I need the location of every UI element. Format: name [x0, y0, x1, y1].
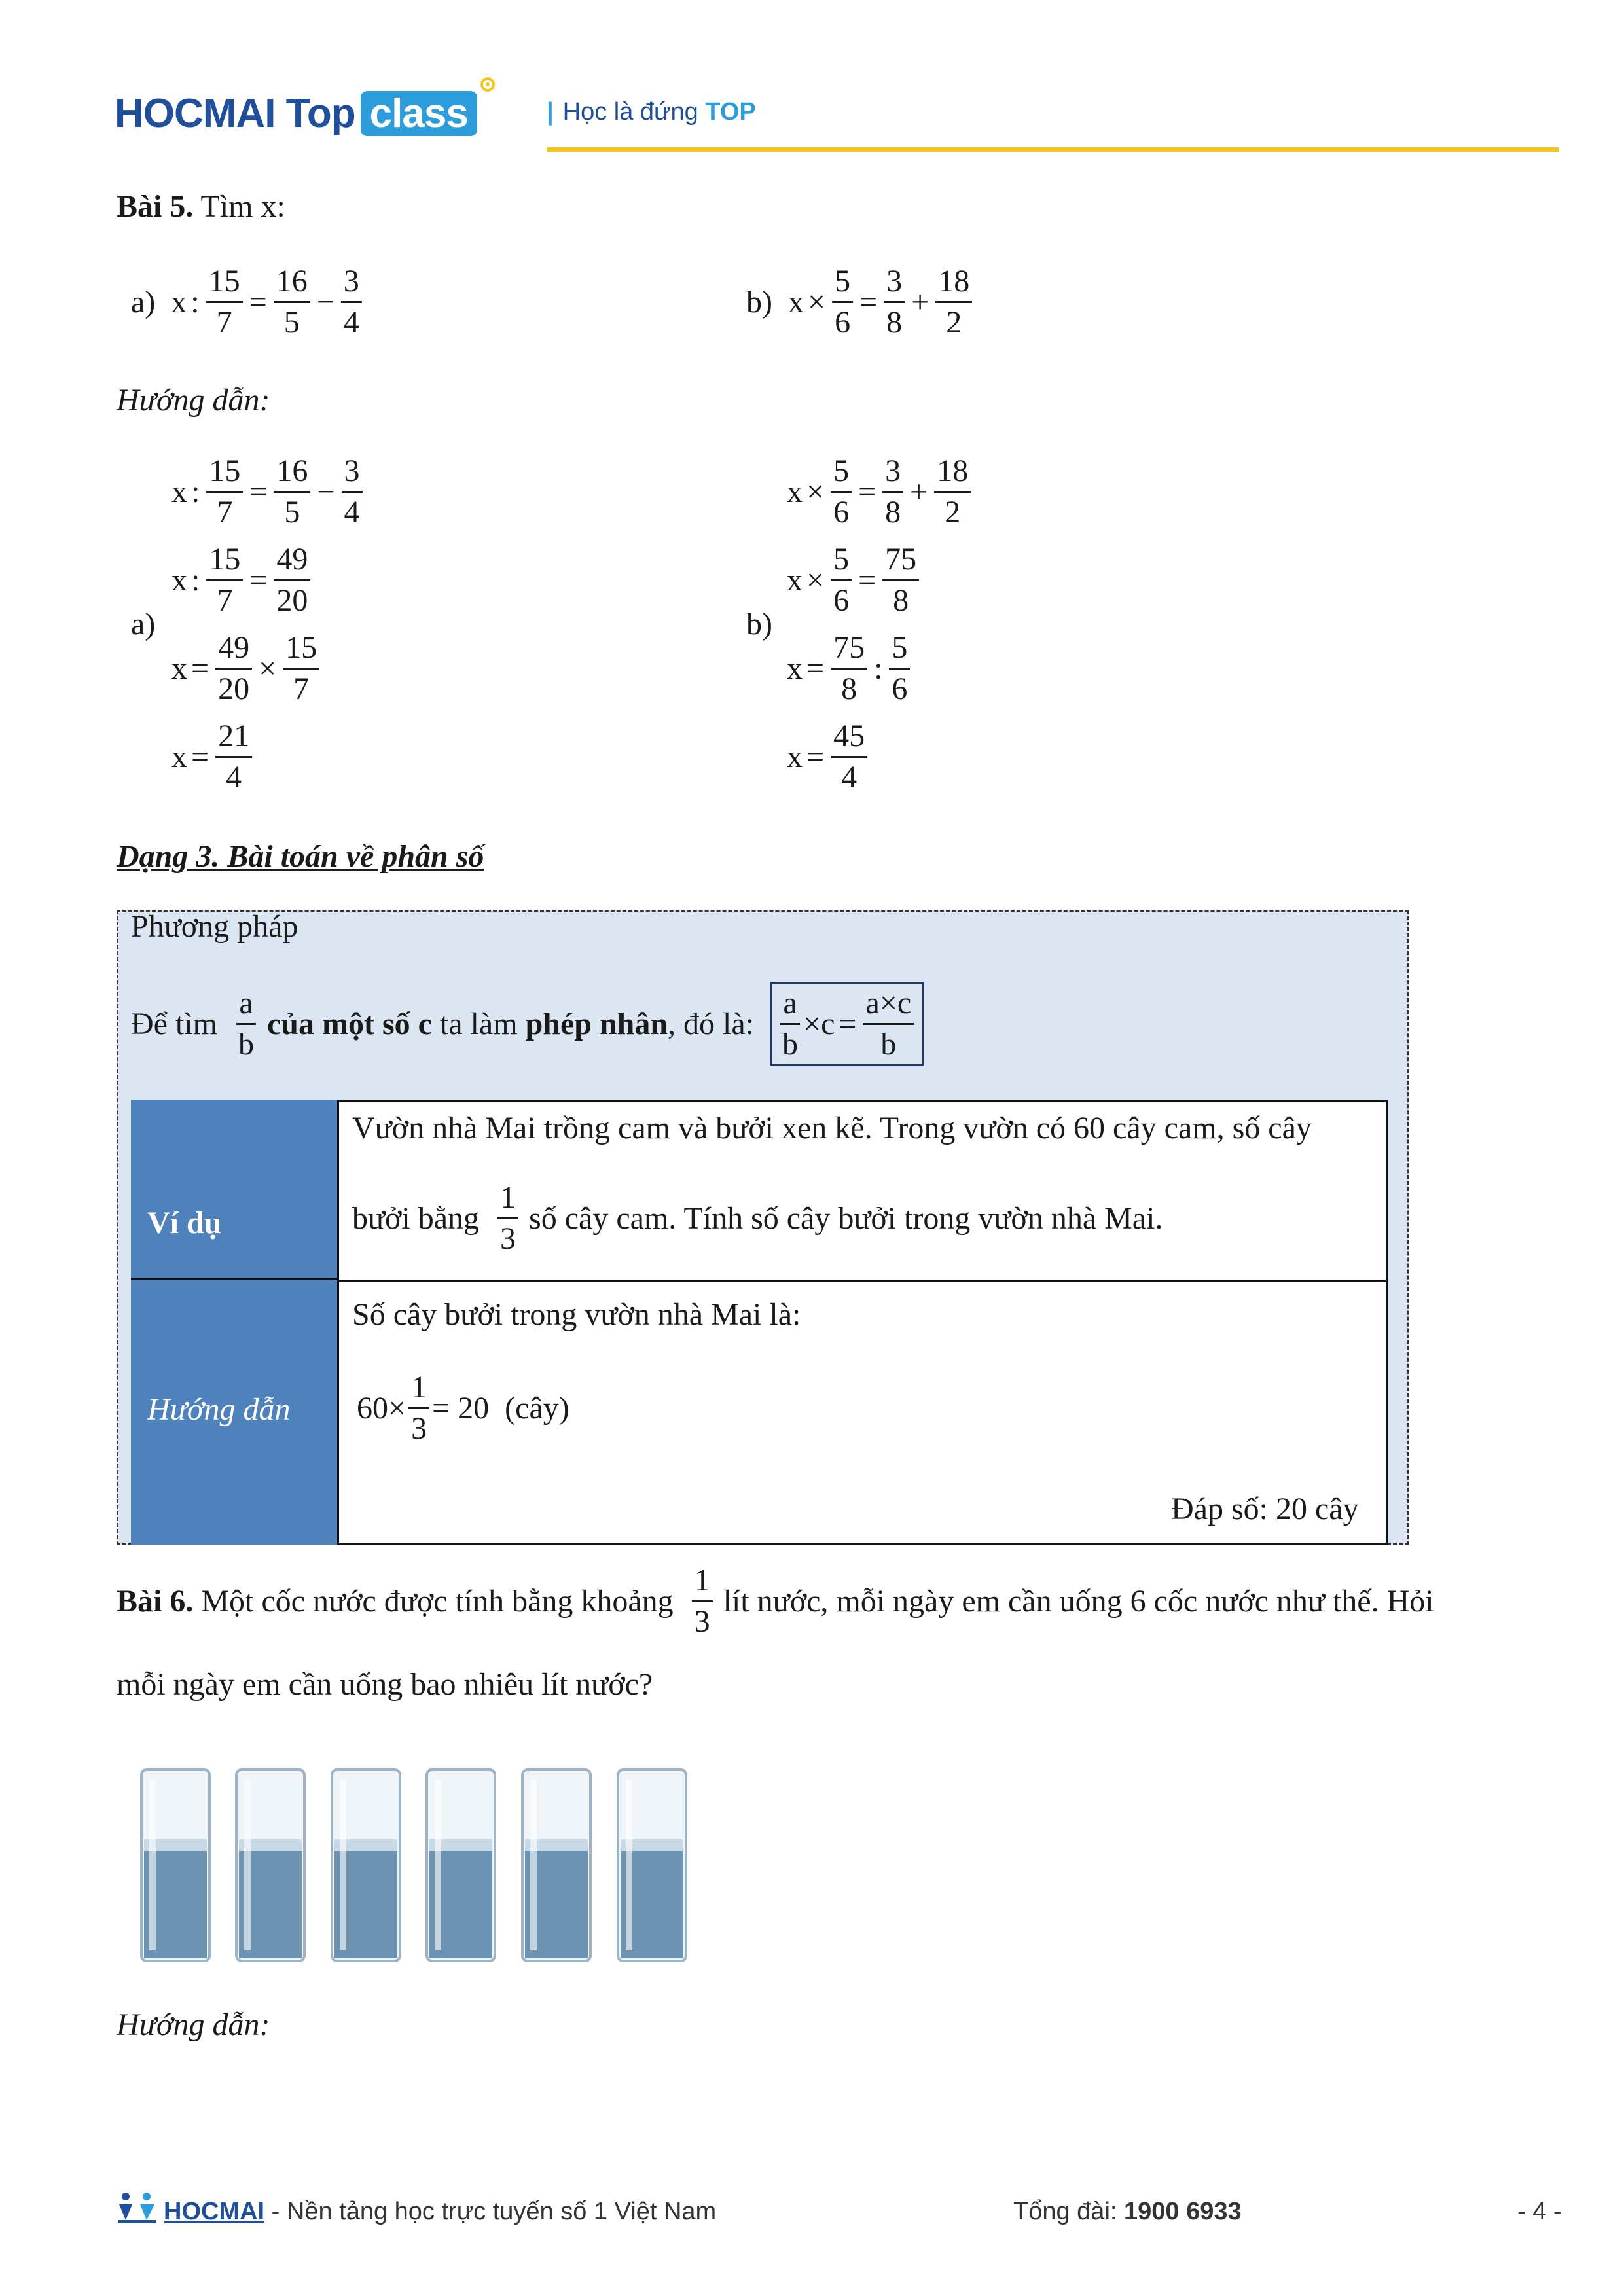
method-label: Phương pháp: [131, 909, 298, 944]
fraction: [341, 262, 362, 342]
fraction: [408, 1368, 429, 1448]
fraction: [274, 540, 310, 620]
hotline-label: Tổng đài:: [1013, 2198, 1124, 2225]
fraction: [283, 628, 319, 709]
page-number: - 4 -: [1517, 2198, 1562, 2225]
var-x: x: [787, 651, 803, 686]
op-eq: =: [249, 475, 268, 509]
numerator: a: [236, 984, 255, 1025]
dang3-title: Dạng 3. Bài toán về phân số: [117, 839, 484, 874]
table-row-divider: [339, 1280, 1388, 1282]
op-eq: =: [191, 651, 209, 686]
sol-a-step1: [171, 452, 365, 532]
fraction: [342, 452, 363, 532]
denominator: 5: [283, 305, 300, 340]
rule-text-bold1: của một số c: [266, 1007, 432, 1041]
water-glass-icon: [234, 1767, 307, 1964]
denominator: 20: [218, 672, 250, 706]
example-line2-pre: bưởi bằng: [352, 1201, 480, 1236]
op-eq: =: [839, 1007, 857, 1041]
denominator: 6: [892, 672, 908, 706]
sol-b-step1: [787, 452, 973, 532]
denominator: 8: [893, 583, 909, 618]
denominator: 5: [284, 495, 300, 529]
var-x: x: [787, 285, 804, 319]
numerator: 15: [206, 452, 243, 493]
op-times: ×: [807, 285, 826, 319]
var-x: x: [171, 475, 187, 509]
label-a: a): [131, 285, 156, 319]
var-x: x: [171, 740, 187, 774]
footer-hotline: [1013, 2198, 1242, 2226]
example-line2-post: số cây cam. Tính số cây bưởi trong vườn nhà Mai.: [529, 1201, 1163, 1236]
guide-label: Hướng dẫn: [147, 1392, 291, 1427]
numerator: 75: [882, 540, 919, 581]
formula-box: [770, 982, 924, 1066]
numerator: 5: [889, 628, 910, 670]
op-minus: −: [317, 475, 335, 509]
denominator: 2: [945, 495, 961, 529]
water-glass-icon: [139, 1767, 212, 1964]
rule-text-post: , đó là:: [668, 1007, 755, 1041]
var-x: x: [787, 563, 803, 598]
numerator: 1: [692, 1561, 713, 1602]
bai5-guide-heading: Hướng dẫn:: [117, 383, 270, 418]
example-line2: [352, 1178, 1163, 1259]
fraction: [206, 452, 243, 532]
var-x: x: [171, 651, 187, 686]
numerator: 15: [206, 540, 243, 581]
water-glass-icon: [424, 1767, 497, 1964]
op-eq: =: [806, 651, 825, 686]
denominator: 4: [226, 760, 242, 795]
denominator: b: [880, 1027, 897, 1062]
brand-class: class: [361, 91, 477, 136]
denominator: 20: [276, 583, 308, 618]
bai6-line2: mỗi ngày em cần uống bao nhiêu lít nước?: [117, 1667, 653, 1702]
op-eq: =: [191, 740, 209, 774]
numerator: 49: [215, 628, 252, 670]
op-colon: :: [874, 651, 883, 686]
fraction: [497, 1178, 518, 1259]
bai6-label: Bài 6.: [117, 1584, 194, 1619]
numerator: 3: [342, 452, 363, 493]
hotline-number: 1900 6933: [1124, 2198, 1242, 2225]
sol-b-step2: [787, 540, 922, 620]
formula-times-c: ×c: [803, 1007, 835, 1041]
op-eq: =: [249, 563, 268, 598]
fraction: [831, 452, 852, 532]
numerator: 16: [274, 452, 310, 493]
slogan: | Học là đứng TOP: [547, 98, 756, 126]
bai5-title: Tìm x:: [200, 189, 285, 224]
fraction: [863, 984, 914, 1064]
fraction: [206, 540, 243, 620]
water-glass-icon: [615, 1767, 689, 1964]
method-rule: [131, 982, 924, 1066]
brand-main: HOCMAI Top: [115, 91, 355, 136]
fraction: [935, 262, 972, 342]
water-glass-icon: [520, 1767, 593, 1964]
example-label: Ví dụ: [147, 1206, 222, 1240]
denominator: 7: [216, 305, 232, 340]
fraction: [831, 628, 867, 709]
numerator: 18: [934, 452, 971, 493]
sol-a-step3: [171, 628, 322, 709]
rule-text-pre: Để tìm: [131, 1007, 217, 1041]
guide-line1: Số cây bưởi trong vườn nhà Mai là:: [352, 1297, 801, 1332]
var-x: x: [171, 285, 187, 319]
var-x: x: [171, 563, 187, 598]
rule-text-bold2: phép nhân: [525, 1007, 668, 1041]
op-eq: =: [249, 285, 267, 319]
numerator: 3: [884, 262, 905, 303]
fraction: [882, 452, 903, 532]
numerator: 5: [831, 452, 852, 493]
bai5-label: Bài 5.: [117, 189, 194, 224]
fraction: [215, 717, 252, 797]
denominator: 3: [694, 1604, 710, 1639]
bai6-guide-heading: Hướng dẫn:: [117, 2007, 270, 2042]
sol-a-step2: [171, 540, 313, 620]
fraction: [215, 628, 252, 709]
numerator: 49: [274, 540, 310, 581]
guide-60: 60×: [357, 1391, 406, 1426]
numerator: 5: [831, 540, 852, 581]
fraction: [206, 262, 243, 342]
denominator: 3: [411, 1411, 427, 1446]
fraction: [692, 1561, 713, 1641]
var-x: x: [787, 475, 803, 509]
bai5-problem-a: [131, 262, 365, 342]
op-times: ×: [806, 563, 825, 598]
fraction: [831, 540, 852, 620]
numerator: a×c: [863, 984, 914, 1025]
numerator: 5: [832, 262, 853, 303]
sun-icon: [477, 73, 499, 96]
op-eq: =: [858, 563, 876, 598]
bai6-line1: [117, 1561, 1434, 1641]
denominator: 3: [500, 1221, 516, 1256]
numerator: 21: [215, 717, 252, 758]
numerator: 15: [206, 262, 243, 303]
sol-b-label: b): [746, 607, 772, 641]
fraction: [889, 628, 910, 709]
op-colon: :: [191, 563, 200, 598]
fraction: [831, 717, 867, 797]
denominator: 8: [885, 495, 901, 529]
denominator: 4: [343, 305, 359, 340]
example-label-cell: [131, 1100, 339, 1280]
op-plus: +: [910, 475, 928, 509]
water-glass-icon: [329, 1767, 403, 1964]
numerator: 16: [274, 262, 310, 303]
denominator: 7: [217, 495, 233, 529]
denominator: 6: [835, 305, 851, 340]
numerator: 1: [408, 1368, 429, 1409]
numerator: 3: [341, 262, 362, 303]
op-eq: =: [858, 475, 876, 509]
denominator: 8: [841, 672, 857, 706]
denominator: 4: [841, 760, 857, 795]
bai6-text1: Một cốc nước được tính bằng khoảng: [201, 1584, 674, 1619]
fraction: [274, 452, 310, 532]
op-minus: −: [316, 285, 334, 319]
fraction: [832, 262, 853, 342]
hocmai-logo-icon: [117, 2191, 157, 2224]
numerator: 3: [882, 452, 903, 493]
denominator: b: [782, 1027, 799, 1062]
fraction: [236, 984, 257, 1064]
denominator: 6: [833, 495, 850, 529]
bai5-problem-b: [746, 262, 975, 342]
fraction: [274, 262, 310, 342]
footer-tagline: - Nền tảng học trực tuyến số 1 Việt Nam: [264, 2198, 717, 2225]
denominator: 6: [833, 583, 850, 618]
slogan-top: TOP: [705, 98, 756, 126]
footer-left: [164, 2198, 716, 2226]
sol-a-label: a): [131, 607, 156, 641]
denominator: 8: [886, 305, 903, 340]
var-x: x: [787, 740, 803, 774]
numerator: 18: [935, 262, 972, 303]
bai5-heading: [117, 191, 285, 223]
op-plus: +: [911, 285, 929, 319]
op-times: ×: [259, 651, 277, 686]
slogan-text: Học là đứng: [562, 98, 698, 126]
sol-b-step3: [787, 628, 912, 709]
bai6-text2: lít nước, mỗi ngày em cần uống 6 cốc nước như thế. Hỏi: [723, 1584, 1434, 1619]
denominator: 7: [293, 672, 310, 706]
guide-result: = 20 (cây): [432, 1391, 569, 1426]
fraction: [884, 262, 905, 342]
brand-logo: [115, 90, 477, 137]
op-times: ×: [806, 475, 825, 509]
sol-a-step4: [171, 717, 255, 797]
rule-text-mid: ta làm: [439, 1007, 518, 1041]
op-colon: :: [190, 285, 200, 319]
fraction: [882, 540, 919, 620]
answer: Đáp số: 20 cây: [1171, 1492, 1359, 1526]
denominator: 4: [344, 495, 360, 529]
example-line1: Vườn nhà Mai trồng cam và bưởi xen kẽ. Trong vườn có 60 cây cam, số cây: [352, 1111, 1312, 1145]
header-rule: [547, 147, 1559, 152]
denominator: 7: [217, 583, 233, 618]
op-eq: =: [806, 740, 825, 774]
op-colon: :: [191, 475, 200, 509]
sol-b-step4: [787, 717, 870, 797]
footer-brand[interactable]: HOCMAI: [164, 2198, 265, 2225]
guide-calc: [357, 1368, 569, 1448]
op-eq: =: [859, 285, 878, 319]
numerator: 45: [831, 717, 867, 758]
fraction: [780, 984, 801, 1064]
numerator: 75: [831, 628, 867, 670]
numerator: 1: [497, 1178, 518, 1219]
numerator: 15: [283, 628, 319, 670]
denominator: b: [238, 1027, 254, 1062]
label-b: b): [746, 285, 772, 319]
numerator: a: [780, 984, 799, 1025]
denominator: 2: [946, 305, 962, 340]
fraction: [934, 452, 971, 532]
